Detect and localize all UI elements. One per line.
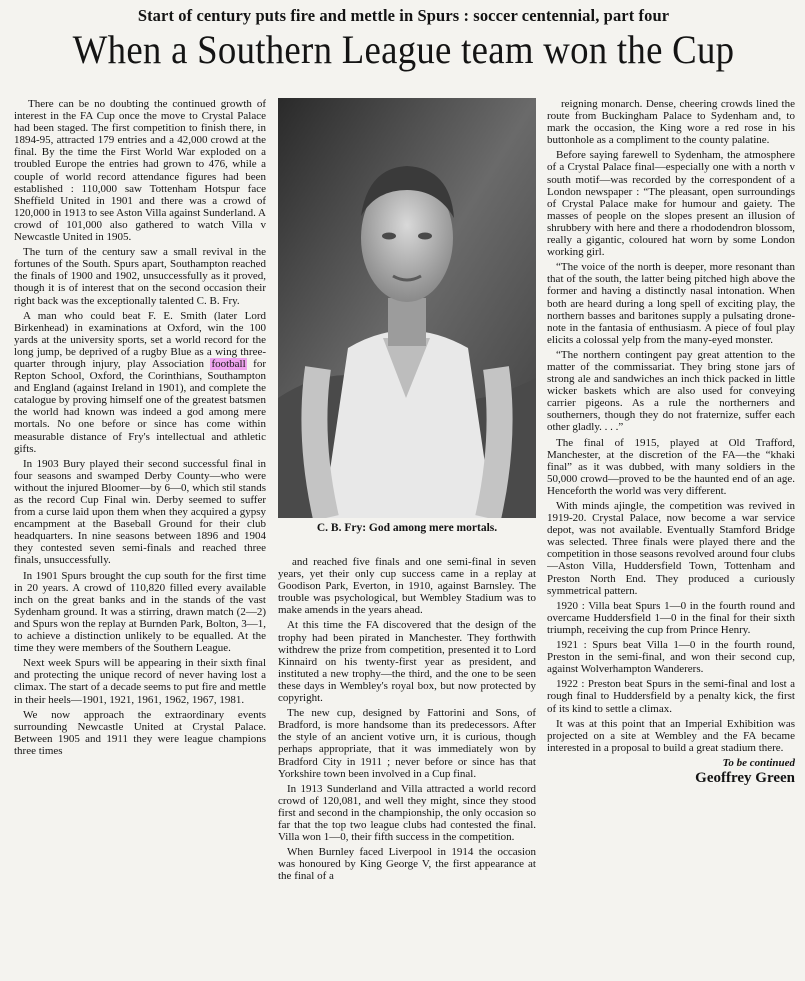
paragraph: “The voice of the north is deeper, more resonant than that of the south, the latter being pitched high above the former and having a distinctly nasal intonation. When both are heard during a long spell of exciting play, the northern basses and baritones supply a pulsating drone-note in the fantasia of enthusiasm. A piece of foul play elicits a colossal yelp from the many-eyed monster.	[547, 261, 795, 346]
paragraph: In 1901 Spurs brought the cup south for the first time in 20 years. A crowd of 110,820 filled every available inch on the great banks and in the stands of the vast Sydenham ground. It was a stirring, drawn match (2—2) and Spurs won the replay at Burnden Park, Bolton, 3—1, to achieve a distinction unlikely to be equalled. At the time they were members of the Southern League.	[14, 569, 266, 655]
column-2	[278, 556, 536, 978]
portrait-photo	[278, 98, 536, 518]
headline: When a Southern League team won the Cup	[72, 27, 735, 72]
paragraph: At this time the FA discovered that the design of the trophy had been pirated in Manchester. They forthwith withdrew the prize from competition, presented it to Lord Kinnaird on his twenty-first year as president, and instituted a new trophy—the third, and the one to be seen these days in Wembley's royal box, but now protected by copyright.	[278, 619, 536, 705]
paragraph-text: for Repton School, Oxford, the Corinthians, Southampton and England (against Ireland in 1901), and complete the catalogue by proving himself one of the greatest batsmen the world had known was indeed a god among mere mortals. No one before or since has come within measurable distance of Fry's intellectual and athletic gifts.	[14, 357, 266, 455]
highlighted-word: football	[211, 357, 246, 370]
photo-caption: C. B. Fry: God among mere mortals.	[316, 522, 498, 534]
paragraph: reigning monarch. Dense, cheering crowds lined the route from Buckingham Palace to Sydenham and, to mark the occasion, the King wore a red rose in his buttonhole as a compliment to the county palatine.	[547, 98, 795, 147]
paragraph: We now approach the extraordinary events surrounding Newcastle United at Crystal Palace. Between 1905 and 1911 they were league champions three times	[14, 708, 266, 757]
paragraph: The final of 1915, played at Old Trafford, Manchester, at the discretion of the FA—the “khaki final” as it was dubbed, with many soldiers in the 50,000 crowd—proved to be the haunted end of an age. Henceforth the world was very different.	[547, 436, 795, 497]
article-body	[14, 98, 794, 978]
paragraph: It was at this point that an Imperial Exhibition was projected on a site at Wembley and the FA became interested in a proposal to build a great stadium there.	[547, 717, 795, 754]
paragraph: With minds ajingle, the competition was revived in 1919-20. Crystal Palace, now become a war service depot, was not available. Eventually Stamford Bridge was selected. Three finals were played there and the competition in those seasons revolved around four clubs—Aston Villa, Huddersfield Town, Tottenham and Preston North End. They produced a curiously symmetrical pattern.	[547, 500, 795, 597]
paragraph-fry	[14, 310, 266, 455]
paragraph: In 1913 Sunderland and Villa attracted a world record crowd of 120,081, and well they might, since they stood first and second in the championship, the only occasion so far that the top two league clubs had contested the final. Villa won 1—0, their fifth success in the competition.	[278, 782, 536, 844]
paragraph: In 1903 Bury played their second successful final in four seasons and swamped Derby County—who were without the injured Bloomer—by 6—0, which stil stands as the record Cup Final win. Derby seemed to suffer from a curse laid upon them when they acquired a gypsy encampment at the Baseball Ground for their club headquarters. In nine seasons between 1896 and 1904 they contested seven semi-finals and reached three finals, unsuccessfully.	[14, 457, 266, 567]
paragraph: There can be no doubting the continued growth of interest in the FA Cup once the move to Crystal Palace had been staged. The first competition to finish there, in 1894-95, attracted 179 entries and a 42,000 crowd at the final. By the time the First World War exploded on a troubled Europe the entries had grown to 476, while a couple of world record attendance figures had been established : 110,000 saw Tottenham Hotspur face Sheffield United in 1901 and there was a crowd of 120,000 in 1913 to see Aston Villa against Sunderland. A crowd of 101,000 also gathered to watch Villa v Newcastle United in 1905.	[14, 98, 266, 244]
paragraph: When Burnley faced Liverpool in 1914 the occasion was honoured by King George V, the first appearance at the final of a	[278, 846, 536, 883]
paragraph: The new cup, designed by Fattorini and Sons, of Bradford, is more handsome than its predecessors. After the style of an ancient votive urn, it is curious, though perhaps appropriate, that it was immediately won by Bradford City in 1911 ; never before or since has that Yorkshire town been involved in a Cup final.	[278, 707, 536, 780]
paragraph: 1921 : Spurs beat Villa 1—0 in the fourth round, Preston in the semi-final, and won their second cup, against Wolverhampton Wanderers.	[547, 639, 795, 676]
paragraph: 1920 : Villa beat Spurs 1—0 in the fourth round and overcame Huddersfield 1—0 in the final for their sixth triumph, receiving the cup from Prince Henry.	[547, 599, 795, 636]
byline: Geoffrey Green	[695, 769, 795, 786]
paragraph: Next week Spurs will be appearing in their sixth final and protecting the unique record of never having lost a climax. The start of a decade seems to put fire and mettle in their heels—1901, 1921, 1961, 1962, 1967, 1981.	[14, 657, 266, 706]
column-1	[14, 98, 266, 978]
column-3	[547, 98, 795, 978]
paragraph-text: A man who could beat F. E. Smith (later Lord Birkenhead) in examinations at Oxford, win the 100 yards at the university sports, set a world record for the long jump, be deprived of a rugby Blue as a wing three-quarter through injury, play Association	[14, 309, 266, 370]
paragraph: The turn of the century saw a small revival in the fortunes of the South. Spurs apart, Southampton reached the finals of 1900 and 1902, unsuccessfully as it proved, though it is of interest that on the second occasion their right back was the exceptionally talented C. B. Fry.	[14, 246, 266, 307]
to-be-continued: To be continued	[722, 756, 795, 769]
kicker-heading: Start of century puts fire and mettle in Spurs : soccer centennial, part four	[137, 6, 670, 25]
paragraph: and reached five finals and one semi-final in seven years, yet their only cup success came in a replay at Goodison Park, Everton, in 1910, against Barnsley. The trouble was psychological, but Wembley Stadium was to make amends in the years ahead.	[278, 556, 536, 617]
portrait-photo-icon	[278, 98, 536, 518]
paragraph: 1922 : Preston beat Spurs in the semi-final and lost a rough final to Huddersfield by a penalty kick, the first of its kind to settle a climax.	[547, 678, 795, 715]
paragraph: “The northern contingent pay great attention to the matter of the commissariat. They bring stone jars of strong ale and sandwiches an inch thick packed in little wicker baskets which are also used for conveying carrier pigeons. As a rule the northerners and southerners, though they do not fraternize, suffer each other gladly. . . .”	[547, 348, 795, 434]
paragraph: Before saying farewell to Sydenham, the atmosphere of a Crystal Palace final—especially one with a north v south motif—was recorded by the correspondent of a London newspaper : “The pleasant, open surroundings of Crystal Palace make for humour and gaiety. The masses of people on the slopes present an illusion of shrubbery with here and there a rhododendron blossom, really a gigantic, coloured hat worn by some London working girl.	[547, 149, 795, 259]
